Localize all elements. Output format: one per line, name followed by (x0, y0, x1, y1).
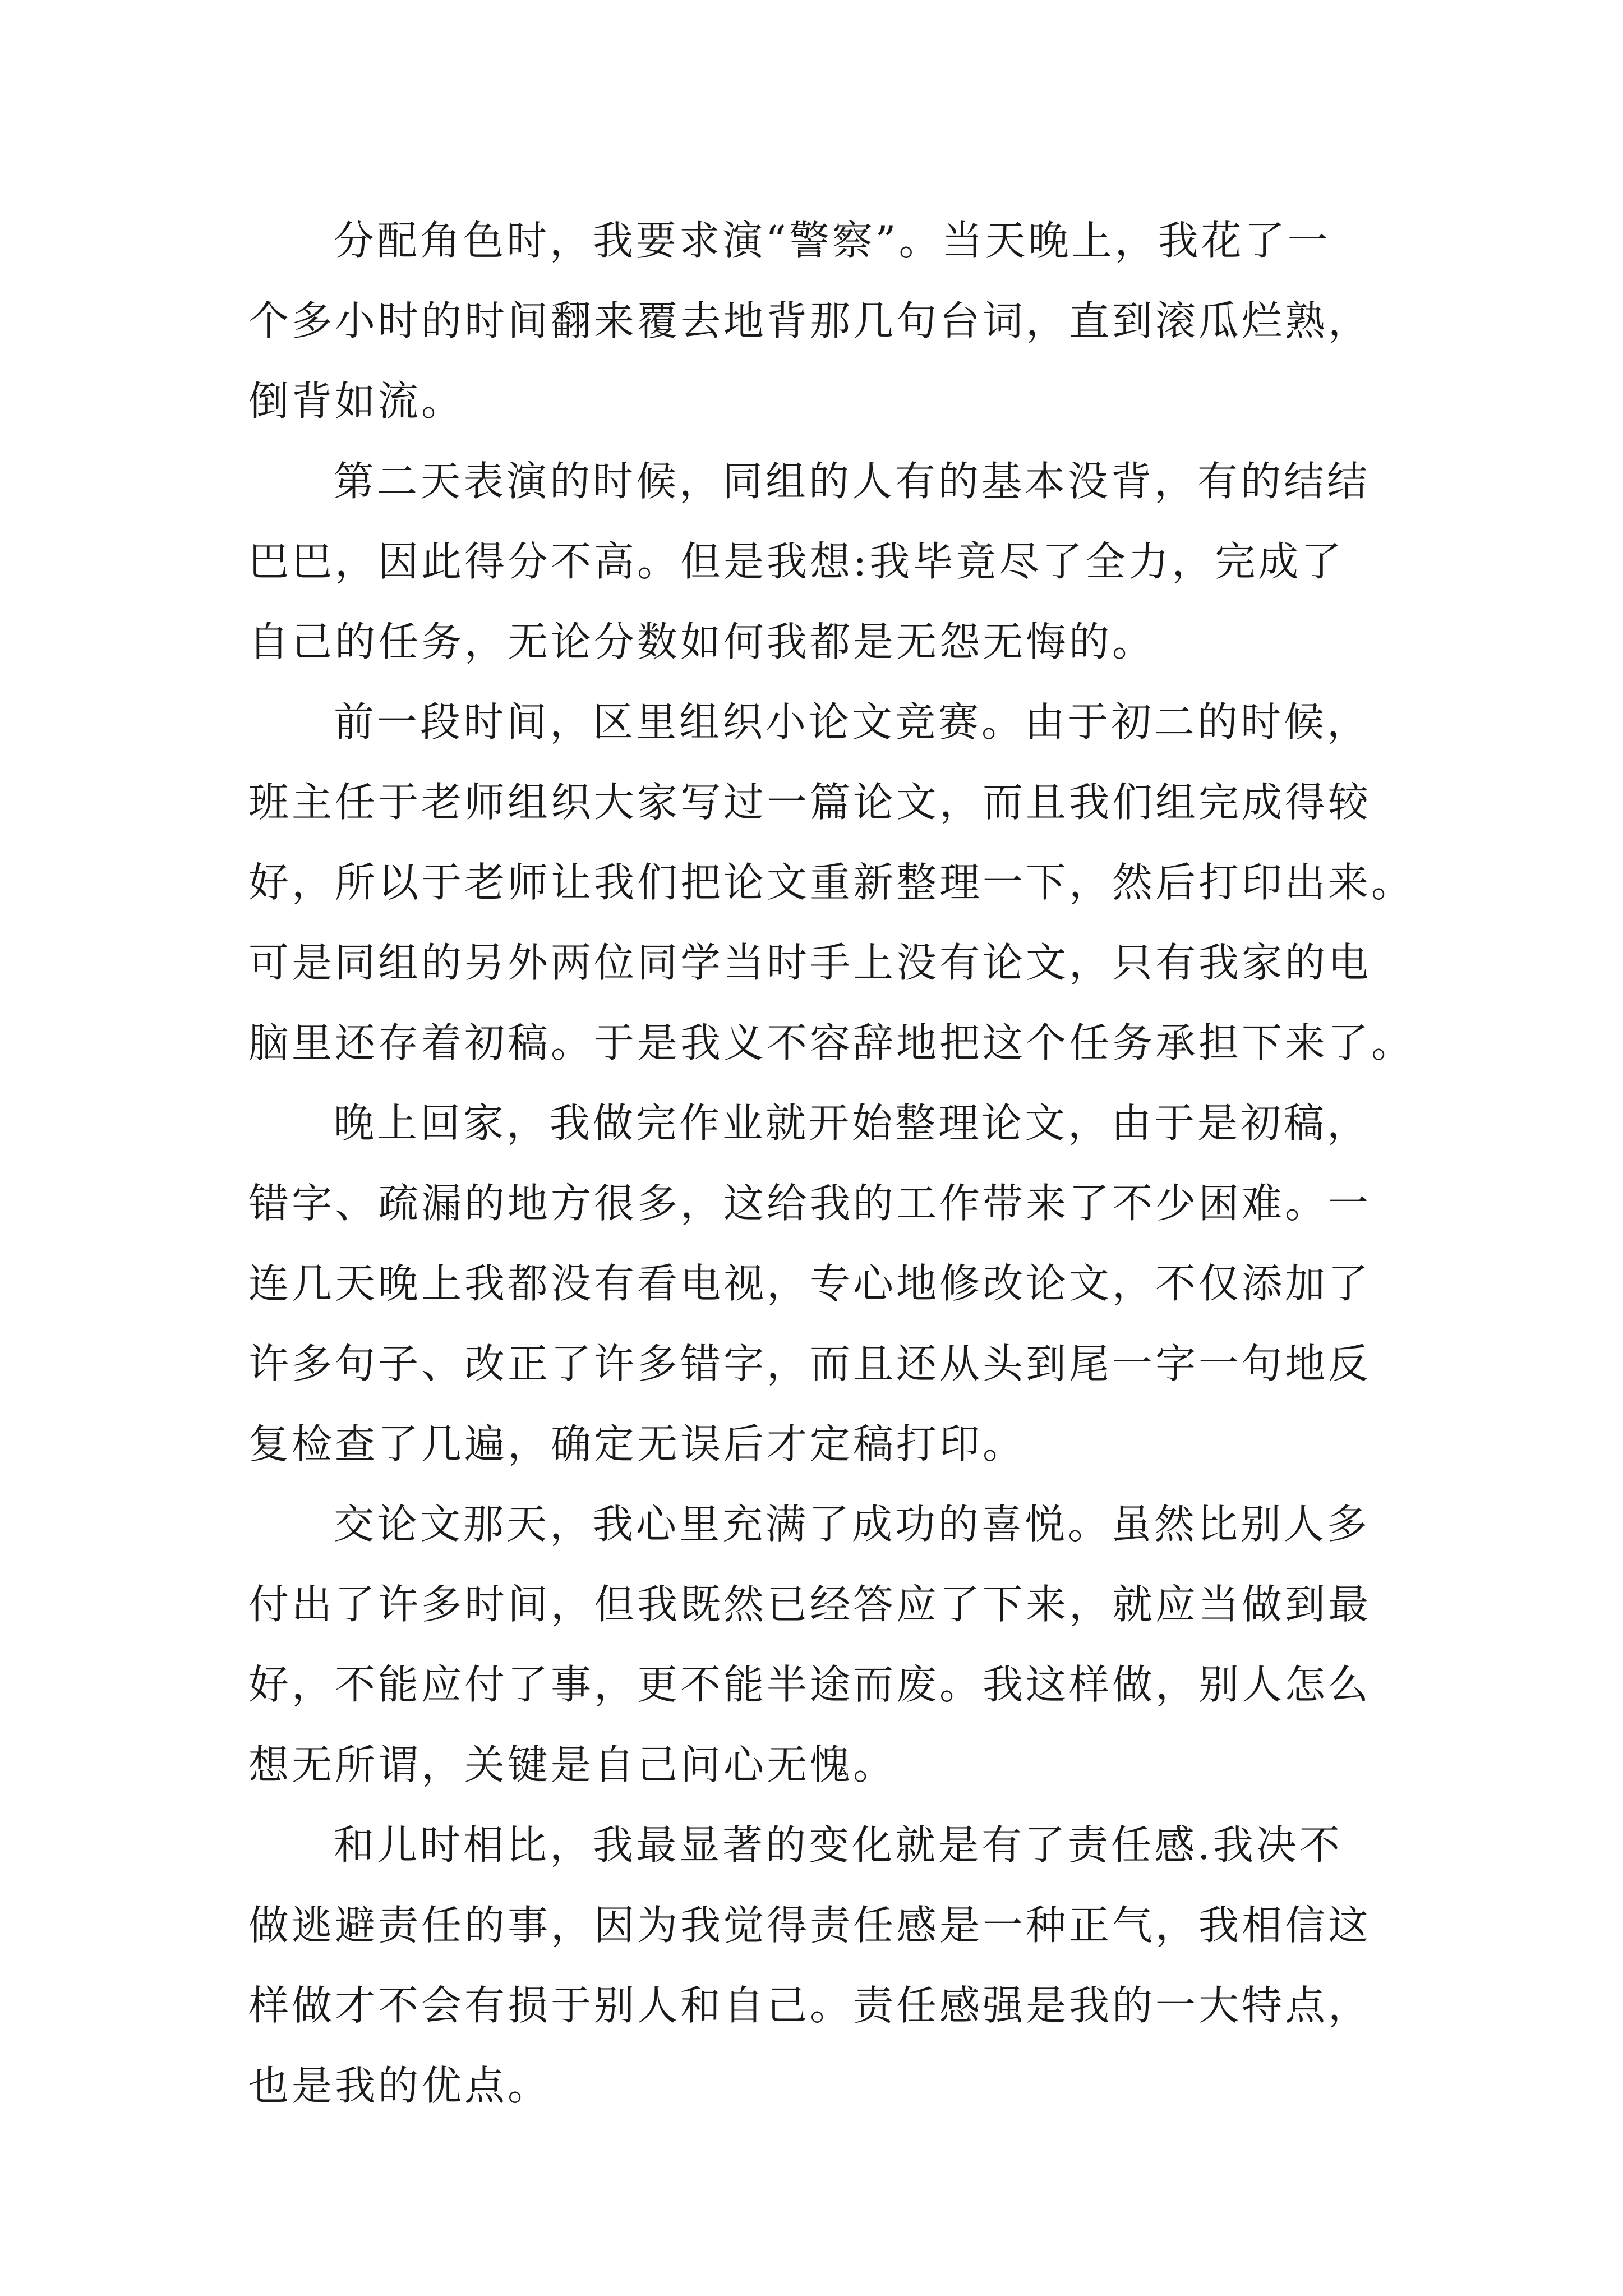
paragraph-1 (248, 201, 1378, 441)
paragraph-line: 连几天晚上我都没有看电视，专心地修改论文，不仅添加了 (248, 1260, 1372, 1307)
paragraph-line: 好，所以于老师让我们把论文重新整理一下，然后打印出来。 (248, 859, 1415, 906)
paragraph-line: 自己的任务，无论分数如何我都是无怨无悔的。 (248, 618, 1156, 665)
paragraph-line: 样做才不会有损于别人和自己。责任感强是我的一大特点， (248, 1982, 1372, 2029)
document-body (248, 201, 1415, 2126)
paragraph-2 (248, 441, 1378, 682)
paragraph-line: 许多句子、改正了许多错字，而且还从头到尾一字一句地反 (248, 1340, 1372, 1387)
paragraph-line: 巴巴，因此得分不高。但是我想:我毕竟尽了全力，完成了 (248, 538, 1345, 585)
paragraph-line: 晚上回家，我做完作业就开始整理论文，由于是初稿， (334, 1099, 1371, 1147)
paragraph-line: 交论文那天，我心里充满了成功的喜悦。虽然比别人多 (334, 1501, 1371, 1548)
paragraph-line: 第二天表演的时候，同组的人有的基本没背，有的结结 (334, 458, 1371, 505)
paragraph-3 (248, 682, 1415, 1083)
paragraph-5 (248, 1484, 1378, 1805)
paragraph-line: 可是同组的另外两位同学当时手上没有论文，只有我家的电 (248, 939, 1372, 986)
paragraph-line: 班主任于老师组织大家写过一篇论文，而且我们组完成得较 (248, 779, 1372, 826)
paragraph-line: 脑里还存着初稿。于是我义不容辞地把这个任务承担下来了。 (248, 1019, 1415, 1066)
paragraph-line: 前一段时间，区里组织小论文竞赛。由于初二的时候， (334, 698, 1371, 746)
paragraph-line: 做逃避责任的事，因为我觉得责任感是一种正气，我相信这 (248, 1902, 1372, 1949)
paragraph-4 (248, 1083, 1378, 1484)
paragraph-line: 和儿时相比，我最显著的变化就是有了责任感.我决不 (334, 1821, 1343, 1869)
paragraph-line: 错字、疏漏的地方很多，这给我的工作带来了不少困难。一 (248, 1180, 1372, 1227)
paragraph-line: 付出了许多时间，但我既然已经答应了下来，就应当做到最 (248, 1581, 1372, 1628)
paragraph-line: 复检查了几遍，确定无误后才定稿打印。 (248, 1420, 1026, 1467)
paragraph-line: 倒背如流。 (248, 378, 465, 425)
paragraph-6 (248, 1805, 1378, 2126)
paragraph-line: 也是我的优点。 (248, 2062, 551, 2109)
paragraph-line: 想无所谓，关键是自己问心无愧。 (248, 1741, 897, 1788)
paragraph-line: 分配角色时，我要求演“警察”。当天晚上，我花了一 (334, 217, 1331, 264)
paragraph-line: 个多小时的时间翻来覆去地背那几句台词，直到滚瓜烂熟， (248, 297, 1372, 344)
paragraph-line: 好，不能应付了事，更不能半途而废。我这样做，别人怎么 (248, 1661, 1372, 1708)
